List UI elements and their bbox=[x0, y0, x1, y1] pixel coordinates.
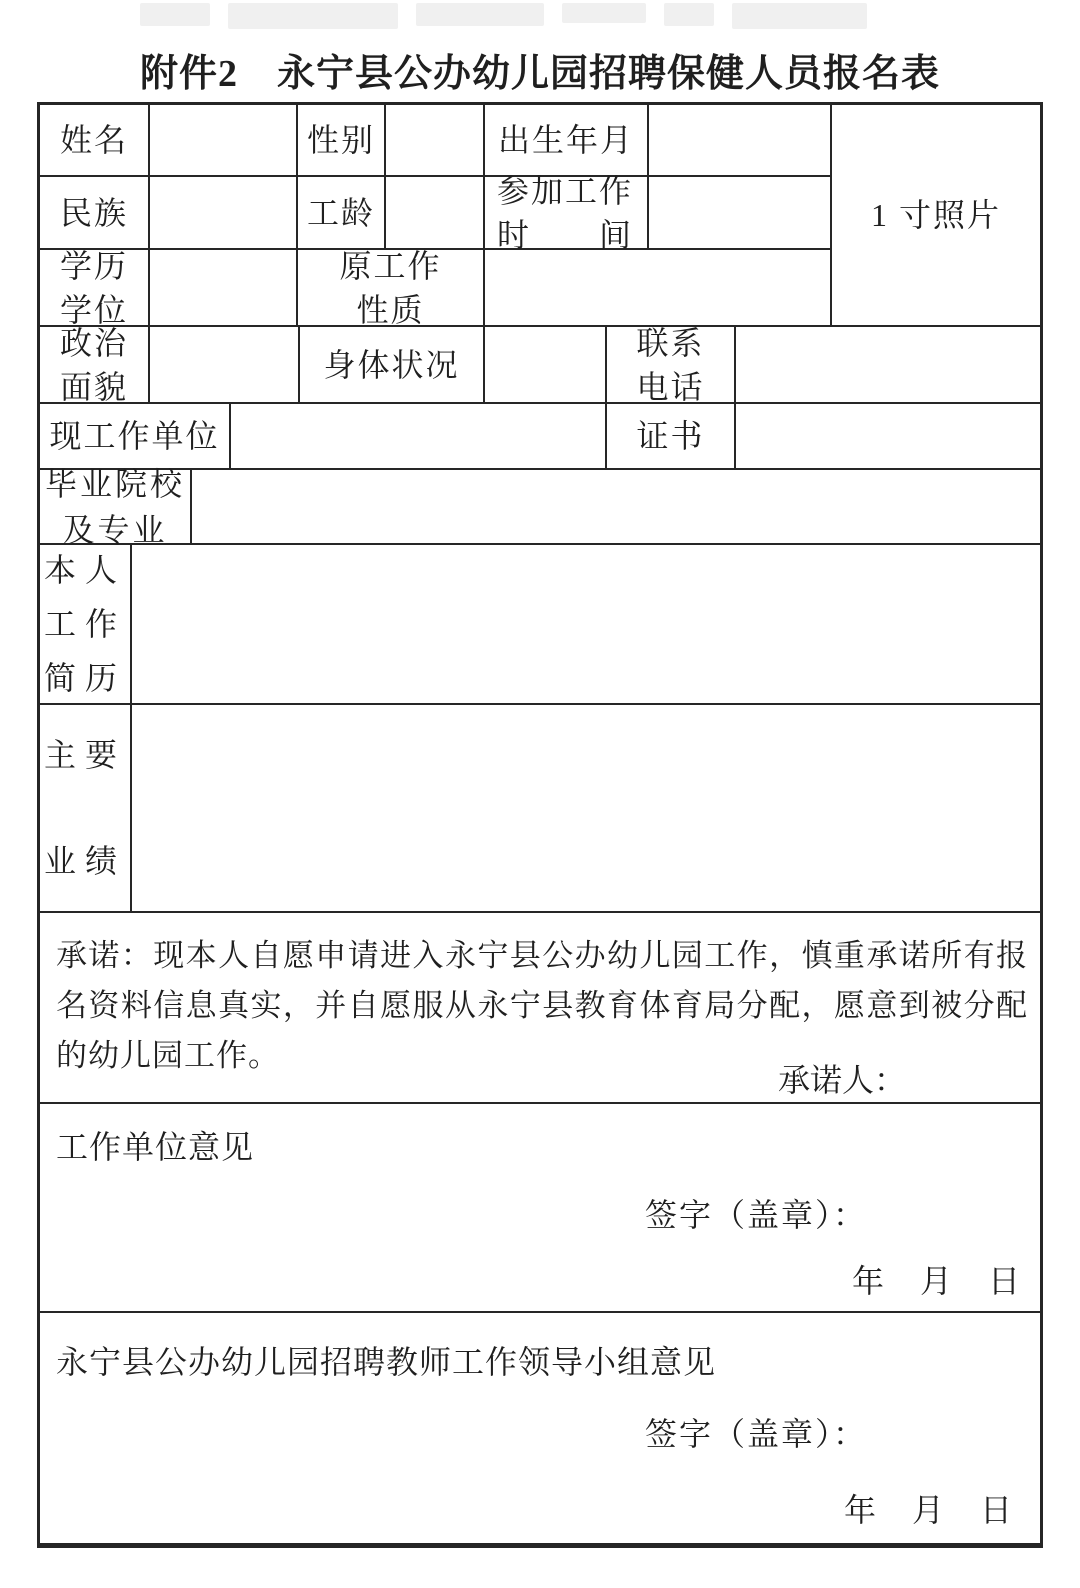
committee-opinion-label: 永宁县公办幼儿园招聘教师工作领导小组意见 bbox=[56, 1344, 717, 1380]
seniority-value-cell bbox=[386, 177, 485, 250]
health-value-cell bbox=[485, 327, 607, 404]
committee-opinion-sign-label: 签字（盖章）： bbox=[644, 1416, 867, 1452]
former-work-nature-value-cell bbox=[485, 250, 832, 327]
resume-value-cell bbox=[132, 545, 1040, 705]
scan-artifact-block bbox=[732, 3, 867, 29]
political-status-value-cell bbox=[150, 327, 300, 404]
ethnicity-value-cell bbox=[150, 177, 298, 250]
certificate-value-cell bbox=[736, 404, 1040, 470]
scan-artifact-block bbox=[228, 3, 398, 29]
education-label: 学历 学位 bbox=[40, 250, 150, 327]
resume-label: 本人 工作 简历 bbox=[40, 545, 132, 705]
phone-label: 联系 电话 bbox=[607, 327, 736, 404]
education-value-cell bbox=[150, 250, 298, 327]
school-major-value-cell bbox=[192, 470, 1040, 545]
current-employer-value-cell bbox=[231, 404, 607, 470]
current-employer-label: 现工作单位 bbox=[40, 404, 231, 470]
scan-artifact bbox=[140, 3, 867, 29]
scan-artifact-block bbox=[416, 3, 544, 26]
birth-date-value-cell bbox=[649, 105, 832, 177]
commitment-section bbox=[40, 913, 1040, 1104]
achievements-label: 主要 业绩 bbox=[40, 705, 132, 913]
name-label: 姓名 bbox=[40, 105, 150, 177]
gender-value-cell bbox=[386, 105, 485, 177]
work-start-label: 参加工作 时 间 bbox=[485, 177, 649, 250]
committee-opinion-date-label: 年 月 日 bbox=[843, 1492, 1014, 1528]
phone-value-cell bbox=[736, 327, 1040, 404]
employer-opinion-section bbox=[40, 1104, 1040, 1313]
commitment-signer-label: 承诺人： bbox=[777, 1062, 906, 1098]
seniority-label: 工龄 bbox=[298, 177, 386, 250]
employer-opinion-date-label: 年 月 日 bbox=[851, 1263, 1022, 1299]
scan-artifact-block bbox=[562, 3, 646, 23]
school-major-label: 毕业院校 及专业 bbox=[40, 470, 192, 545]
form-table bbox=[40, 105, 1040, 1545]
employer-opinion-label: 工作单位意见 bbox=[56, 1129, 255, 1165]
name-value-cell bbox=[150, 105, 298, 177]
certificate-label: 证书 bbox=[607, 404, 736, 470]
scan-artifact-block bbox=[140, 3, 210, 26]
committee-opinion-section bbox=[40, 1313, 1040, 1545]
achievements-value-cell bbox=[132, 705, 1040, 913]
health-label: 身体状况 bbox=[300, 327, 485, 404]
former-work-nature-label: 原工作 性质 bbox=[298, 250, 485, 327]
employer-opinion-sign-label: 签字（盖章）： bbox=[644, 1197, 867, 1233]
form-title: 附件2 永宁县公办幼儿园招聘保健人员报名表 bbox=[139, 53, 940, 95]
political-status-label: 政治 面貌 bbox=[40, 327, 150, 404]
photo-cell: 1 寸照片 bbox=[832, 105, 1040, 327]
commitment-text: 承诺：现本人自愿申请进入永宁县公办幼儿园工作，慎重承诺所有报名资料信息真实，并自愿服从永宁县教育体育局分配，愿意到被分配的幼儿园工作。 bbox=[56, 938, 1028, 1073]
gender-label: 性别 bbox=[298, 105, 386, 177]
birth-date-label: 出生年月 bbox=[485, 105, 649, 177]
ethnicity-label: 民族 bbox=[40, 177, 150, 250]
work-start-value-cell bbox=[649, 177, 832, 250]
scan-artifact-block bbox=[664, 3, 714, 26]
